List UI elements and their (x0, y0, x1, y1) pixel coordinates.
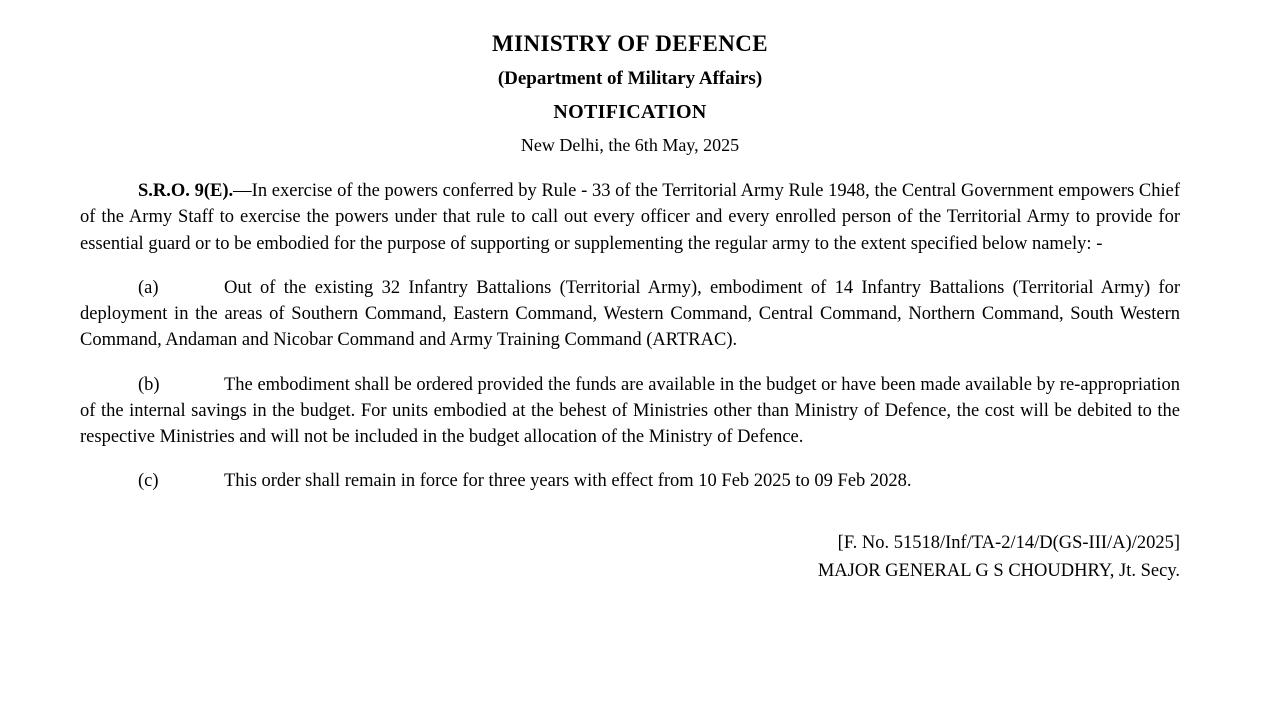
main-paragraph (80, 178, 1180, 257)
clause-a-text: Out of the existing 32 Infantry Battalions (Territorial Army), embodiment of 14 Infantry Battalions (Territorial Army) for deployment in the areas of Southern Command, Eastern Command, Western Command, Central Command, Northern Command, South Western Command, Andaman and Nicobar Command and Army Training Command (ARTRAC). (80, 277, 1180, 351)
file-number: [F. No. 51518/Inf/TA-2/14/D(GS-III/A)/2025] (837, 532, 1180, 553)
sro-label: S.R.O. 9(E). (138, 181, 234, 201)
place-and-date: New Delhi, the 6th May, 2025 (520, 134, 740, 155)
clause-b-text: The embodiment shall be ordered provided the funds are available in the budget or have been made available by re-appropriation of the internal savings in the budget. For units embodied at the behest of Ministries other than Ministry of Defence, the cost will be debited to the respective Ministries and will not be included in the budget allocation of the Ministry of Defence. (80, 374, 1180, 448)
ministry-title: MINISTRY OF DEFENCE (492, 31, 768, 56)
clause-c-label: (c) (138, 471, 159, 492)
document-footer (80, 529, 1180, 586)
clause-b-label: (b) (138, 374, 160, 395)
clause-c-text: This order shall remain in force for three years with effect from 10 Feb 2025 to 09 Feb 2028. (224, 471, 912, 492)
clause-a (80, 275, 1180, 354)
department-title: (Department of Military Affairs) (497, 67, 763, 89)
notification-title: NOTIFICATION (553, 100, 707, 123)
main-paragraph-text: —In exercise of the powers conferred by Rule - 33 of the Territorial Army Rule 1948, the Central Government empowers Chief of the Army Staff to exercise the powers under that rule to call out every officer and every enrolled person of the Territorial Army to provide for essential guard or to be embodied for the purpose of supporting or supplementing the regular army to the extent specified below namely: - (80, 181, 1181, 254)
clause-a-label: (a) (138, 277, 159, 298)
signatory: MAJOR GENERAL G S CHOUDHRY, Jt. Secy. (817, 561, 1180, 582)
clause-b (80, 372, 1180, 451)
document-header (80, 30, 1180, 156)
clause-c (80, 468, 1180, 494)
